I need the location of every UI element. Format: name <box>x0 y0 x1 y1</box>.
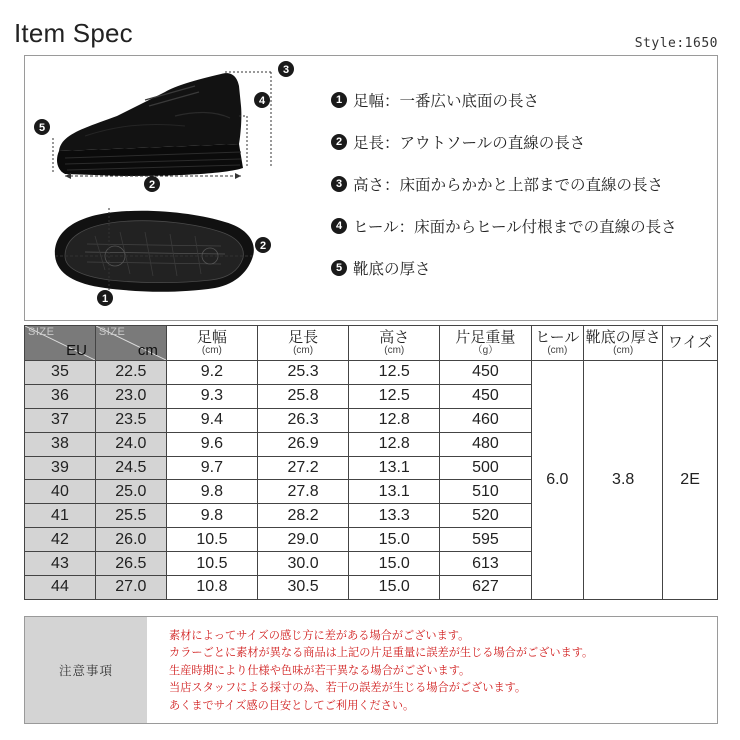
cell-size-cm: 26.5 <box>95 552 166 576</box>
badge-2-icon: 2 <box>331 134 347 150</box>
cell-weight: 613 <box>440 552 531 576</box>
cell-size-cm: 23.0 <box>95 384 166 408</box>
svg-text:2: 2 <box>259 240 267 252</box>
header-foot-width: 足幅 (cm) <box>166 326 257 361</box>
notes-heading: 注意事項 <box>25 617 147 723</box>
cell-foot-length: 27.2 <box>257 456 348 480</box>
cell-weight: 460 <box>440 408 531 432</box>
cell-foot-length: 26.3 <box>257 408 348 432</box>
header-height: 高さ (cm) <box>349 326 440 361</box>
cell-size-cm: 22.5 <box>95 361 166 385</box>
measurement-legend <box>331 90 715 300</box>
cell-foot-length: 25.3 <box>257 361 348 385</box>
cell-weight: 510 <box>440 480 531 504</box>
notes-section <box>24 616 718 724</box>
header-size-cm: SIZE cm <box>95 326 166 361</box>
cell-foot-width: 9.6 <box>166 432 257 456</box>
svg-text:1: 1 <box>101 293 109 305</box>
cell-foot-width: 10.8 <box>166 576 257 600</box>
badge-1-icon: 1 <box>331 92 347 108</box>
header-foot-length: 足長 (cm) <box>257 326 348 361</box>
svg-text:2: 2 <box>148 179 156 191</box>
cell-size-cm: 24.0 <box>95 432 166 456</box>
cell-weight: 500 <box>440 456 531 480</box>
cell-size-cm: 25.5 <box>95 504 166 528</box>
cell-weight: 595 <box>440 528 531 552</box>
measurement-guide-panel <box>24 55 718 321</box>
cell-foot-width: 9.8 <box>166 480 257 504</box>
header-weight: 片足重量 （g） <box>440 326 531 361</box>
cell-foot-length: 28.2 <box>257 504 348 528</box>
legend-item-foot-length <box>331 132 715 152</box>
badge-3-icon: 3 <box>331 176 347 192</box>
cell-height: 12.8 <box>349 408 440 432</box>
cell-size-eu: 36 <box>25 384 96 408</box>
shoe-measurement-illustration <box>25 56 325 320</box>
table-header-row <box>25 326 718 361</box>
note-line: 素材によってサイズの感じ方に差がある場合がございます。 <box>169 629 470 642</box>
svg-text:3: 3 <box>282 64 290 76</box>
cell-height: 15.0 <box>349 528 440 552</box>
cell-heel: 6.0 <box>531 361 584 600</box>
cell-size-eu: 41 <box>25 504 96 528</box>
cell-weight: 480 <box>440 432 531 456</box>
note-line: カラーごとに素材が異なる商品は上記の片足重量に誤差が生じる場合がございます。 <box>169 646 594 660</box>
svg-text:5: 5 <box>38 122 46 134</box>
cell-size-eu: 42 <box>25 528 96 552</box>
cell-size-cm: 26.0 <box>95 528 166 552</box>
cell-foot-width: 9.3 <box>166 384 257 408</box>
cell-foot-width: 9.2 <box>166 361 257 385</box>
legend-text: ヒール：床面からヒール付根までの直線の長さ <box>353 218 677 236</box>
legend-item-sole-thickness <box>331 258 715 278</box>
shoe-side-view <box>57 73 243 176</box>
cell-height: 13.3 <box>349 504 440 528</box>
badge-4-icon: 4 <box>331 218 347 234</box>
shoe-sole-view <box>55 211 254 292</box>
cell-size-eu: 35 <box>25 361 96 385</box>
note-line: あくまでサイズ感の目安としてご利用ください。 <box>169 698 415 712</box>
cell-size-eu: 39 <box>25 456 96 480</box>
table-row <box>25 361 718 385</box>
cell-foot-length: 25.8 <box>257 384 348 408</box>
cell-foot-length: 27.8 <box>257 480 348 504</box>
cell-foot-length: 26.9 <box>257 432 348 456</box>
style-code: Style:1650 <box>634 36 718 51</box>
legend-text: 靴底の厚さ <box>353 260 431 278</box>
cell-weight: 627 <box>440 576 531 600</box>
header-size-eu: SIZE EU <box>25 326 96 361</box>
legend-item-height <box>331 174 715 194</box>
badge-5-icon: 5 <box>331 260 347 276</box>
legend-text: 足長：アウトソールの直線の長さ <box>353 134 586 152</box>
svg-text:4: 4 <box>258 95 266 107</box>
cell-size-eu: 37 <box>25 408 96 432</box>
cell-sole-thickness: 3.8 <box>584 361 663 600</box>
note-line: 生産時期により仕様や色味が若干異なる場合がございます。 <box>169 663 471 677</box>
cell-height: 12.5 <box>349 361 440 385</box>
cell-height: 13.1 <box>349 480 440 504</box>
legend-text: 高さ：床面からかかと上部までの直線の長さ <box>353 176 664 194</box>
cell-foot-width: 9.4 <box>166 408 257 432</box>
cell-foot-width: 10.5 <box>166 552 257 576</box>
legend-item-heel <box>331 216 715 236</box>
legend-item-foot-width <box>331 90 715 110</box>
cell-size-cm: 27.0 <box>95 576 166 600</box>
header-sole-thickness: 靴底の厚さ (cm) <box>584 326 663 361</box>
cell-foot-length: 30.0 <box>257 552 348 576</box>
cell-size-cm: 25.0 <box>95 480 166 504</box>
cell-size-eu: 44 <box>25 576 96 600</box>
cell-weight: 520 <box>440 504 531 528</box>
cell-foot-width: 9.7 <box>166 456 257 480</box>
cell-height: 15.0 <box>349 576 440 600</box>
cell-height: 13.1 <box>349 456 440 480</box>
page-title: Item Spec <box>14 18 133 48</box>
cell-height: 15.0 <box>349 552 440 576</box>
cell-foot-width: 9.8 <box>166 504 257 528</box>
legend-text: 足幅：一番広い底面の長さ <box>353 92 540 110</box>
cell-wise: 2E <box>663 361 718 600</box>
cell-foot-length: 30.5 <box>257 576 348 600</box>
header-heel: ヒール (cm) <box>531 326 584 361</box>
cell-weight: 450 <box>440 384 531 408</box>
cell-weight: 450 <box>440 361 531 385</box>
cell-size-eu: 40 <box>25 480 96 504</box>
size-chart-table <box>24 325 718 600</box>
note-line: 当店スタッフによる採寸の為、若干の誤差が生じる場合がございます。 <box>169 681 527 695</box>
cell-size-eu: 38 <box>25 432 96 456</box>
cell-height: 12.5 <box>349 384 440 408</box>
cell-size-cm: 23.5 <box>95 408 166 432</box>
cell-foot-length: 29.0 <box>257 528 348 552</box>
cell-size-cm: 24.5 <box>95 456 166 480</box>
header-wise: ワイズ <box>663 326 718 361</box>
cell-size-eu: 43 <box>25 552 96 576</box>
cell-foot-width: 10.5 <box>166 528 257 552</box>
cell-height: 12.8 <box>349 432 440 456</box>
notes-list <box>147 617 717 723</box>
